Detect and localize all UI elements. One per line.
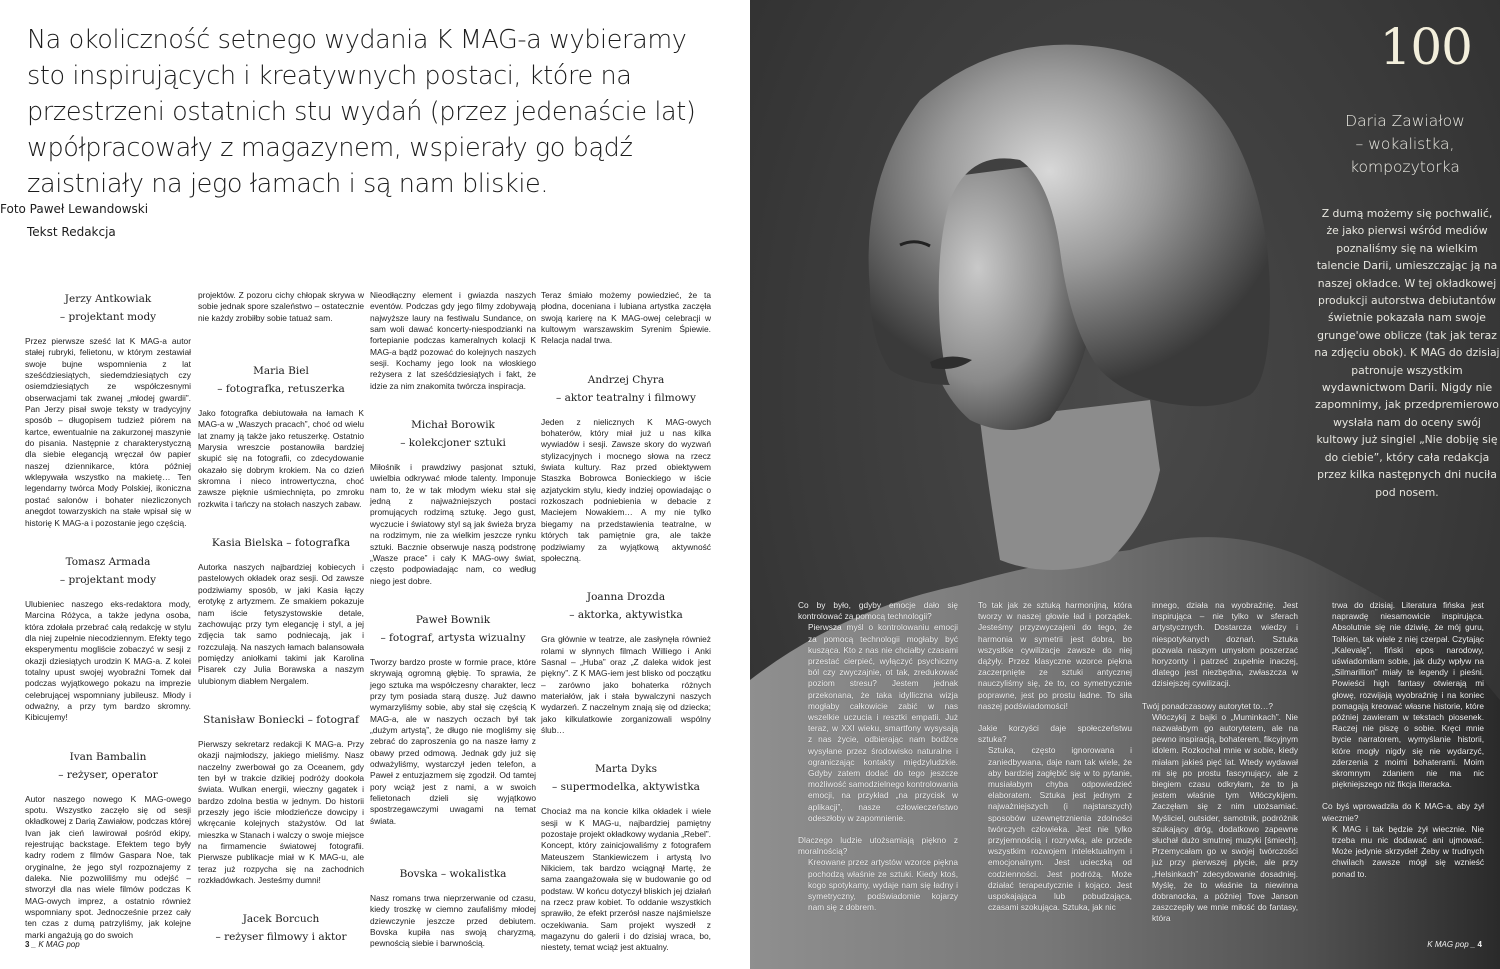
interview-question: Co by było, gdyby emocje dało się kontrolować za pomocą technologii? [798,600,958,622]
text-credit: Tekst Redakcja [27,225,116,239]
entry-text: Jako fotografka debiutowała na łamach K MAG-a w „Waszych pracach”, choć od wielu lat znamy ją także jako retuszerkę. Ostatnio Marysia wreszcie postanowiła bardziej skupić się na fotografii, co zdecydowanie okazało się dobrym krokiem. Na co dzień skromna i nieco introwertyczna, choć zawsze pięknie uśmiechnięta, po zmroku rozkwita i tańczy na stołach naszych zabaw. [198,408,364,509]
page-number: 4 [1477,940,1482,949]
interview-column-3 [1142,600,1298,936]
column-2 [198,290,364,956]
entry-text-continued: projektów. Z pozoru cichy chłopak skrywa w sobie jednak spore szaleństwo – ostatecznie nie każdy zrobiłby sobie tatuaż sam. [198,290,364,323]
entry-heading [370,416,536,452]
entry-heading [541,760,711,796]
interview-answer: Pierwsza myśl o kontrolowaniu emocji za pomocą technologii mogłaby być kusząca. Kto z nas nie chciałby czasami przestać cierpieć, wyłączyć psychiczny ból czy zwyczajnie, ot tak, zredukować poziom stresu? Jestem jednak przekonana, że taka idylliczna wizja mogłaby całkowicie zabić w nas wszelkie uczucia i resztki empatii. Już teraz, w XXI wieku, smartfony wysysają z nas życie, odbierając nam bodźce wysyłane przez środowisko naturalne i ograniczając kontakty międzyludzkie. Gdyby zatem dodać do tego jeszcze możliwość samodzielnego kontrolowania emocji, na przykład „na przycisk w aplikacji”, nasze człowieczeństwo odeszłoby w zapomnienie. [808,622,958,823]
entry-text: Ulubieniec naszego eks-redaktora mody, Marcina Różyca, a także jedyna osoba, która zdołała przebrać całą redakcję w stylu dla niej zupełnie niecodziennym. Efekty tego eksperymentu mogliście zobaczyć w sesji z okazji dziesiątych urodzin K MAG-a. Z kolei totalny upust swojej wyobraźni Tomek dał podczas wyjątkowego pokazu na imprezie celebrującej wspomniany jubileusz. Młody i odważny, a przy tym bardzo skromny. Kibicujemy! [25,598,191,723]
entry-text-continued: Teraz śmiało możemy powiedzieć, że ta płodna, doceniana i lubiana artystka zaczęła swoją karierę na K MAG-owej celebracji w kultowym warszawskim Syrenim Śpiewie. Relacja nadal trwa. [541,290,711,346]
interview-answer-continued: To tak jak ze sztuką harmonijną, która tworzy w naszej głowie ład i porządek. Jesteśmy przyzwyczajeni do tego, że harmonia w symetrii jest dobra, bo wszystkie cywilizacje zawsze do niej dążyły. Przez klasyczne wzorce piękna zaczerpnięte ze sztuki antycznej nauczyliśmy się, że to, co symetrycznie poprawne, jest po prostu ładne. To siła naszej podświadomości! [978,600,1132,711]
entry-name: Andrzej Chyra [587,373,665,386]
entry-role: – reżyser filmowy i aktor [215,931,347,944]
entry-name: Ivan Bambalin [69,750,147,763]
featured-intro-text: Z dumą możemy się pochwalić, że jako pierwsi wśród mediów poznaliśmy się na wielkim talencie Darii, umieszczając ją na naszej okładce. W tej okładkowej produkcji autorstwa debiutantów świetnie pokazała nam swoje grunge'owe oblicze (tak jak teraz na zdjęciu obok). K MAG do dzisiaj patronuje wszystkim wydawnictwom Darii. Nigdy nie zapomnimy, jak przedpremierowo wysłała nam do oceny swój kultowy już singiel „Nie dobiję się do ciebie”, który cała redakcja przez kilka następnych dni nuciła pod nosem. [1314,207,1500,499]
entry-role: – projektant mody [59,573,157,586]
interview-answer: Sztuka, często ignorowana i zaniedbywana, daje nam tak wiele, że aby bardziej zagłębić się w to pytanie, musiałabym chyba odpowiedzieć elaboratem. Sztuka jest jednym z najważniejszych (i najstarszych) sposobów uzewnętrznienia zdolności twórczych człowieka. Jest nie tylko przyjemnością i rozrywką, ale przede wszystkim rozwojem intelektualnym i emocjonalnym. Jest ucieczką od codzienności. Jest podróżą. Może działać terapeutycznie i kojąco. Jest uspokajająca lub pobudzająca, czasami szokująca. Sztuka, jak nic [988,745,1132,913]
entry-text: Przez pierwsze sześć lat K MAG-a autor stałej rubryki, felietonu, w którym zestawiał swoje bujne wspomnienia z lat sześćdziesiątych, siedemdziesiątych czy osiemdziesiątych ze współczesnymi obserwacjami tak zwanej „młodej gwardii”. Pan Jerzy pisał swoje teksty w tradycyjny sposób – długopisem tudzież piórem na kartce, ewentualnie na zakurzonej maszynie do pisania. Następnie z charakterystyczną dla siebie elegancją wręczał ów papier naszej dziennikarce, która później wklepywała wszystko na makietę… Ten legendarny twórca Mody Polskiej, ikoniczna postać salonów i bohater niezliczonych anegdot towarzyskich na stałe wpisał się w historię K MAG-a i pozostanie jego częścią. [25,336,191,528]
entry-role: – aktorka, aktywistka [569,609,683,622]
interview-answer: K MAG i tak będzie żył wiecznie. Nie trzeba mu nic dodawać ani ujmować. Może jedynie skrzydeł! Żeby w trudnych chwilach zawsze mógł się wznieść ponad to. [1332,823,1484,879]
featured-role-line-2: kompozytorka [1350,158,1460,176]
page-folio-left [25,940,80,949]
featured-person-heading [1310,110,1500,179]
column-1 [25,290,191,941]
entry-text: Jeden z nielicznych K MAG-owych bohaterów, który miał już u nas kilka wywiadów i sesji. Zawsze skory do wyzwań stylizacyjnych i mocnego słowa na rzecz świata kultury. Raz przed obiektywem Staszka Bobrowca Bonieckiego w iście azjatyckim stylu, kiedy indziej opowiadając o rozkoszach podniebienia w debacie z Maciejem Nowakiem… A my nie tylko biegamy na przedstawienia teatralne, w których tak pamiętnie gra, ale także podziwiamy za wyjątkową aktywność społeczną. [541,416,711,563]
entry-name: Joanna Drozda [586,591,666,604]
entry-heading [25,553,191,589]
entry-name: Tomasz Armada [65,555,151,568]
interview-column-2 [978,600,1132,924]
interview-answer: Kreowane przez artystów wzorce piękna pochodzą właśnie ze sztuki. Kiedy ktoś, kogo spotykamy, wydaje nam się ładny i symetryczny, podświadomie kojarzy nam się z dobrem. [808,857,958,913]
entry-text: Nieodłączny element i gwiazda naszych eventów. Podczas gdy jego filmy zdobywają najwyższe laury na festiwalu Sundance, on sam woli dawać koncerty-niespodzianki na fortepianie podczas kameralnych kolacji K MAG-a bądź pozować do kolejnych naszych sesji. Kochamy jego look na włoskiego reżysera z lat sześćdziesiątych i fakt, że idzie za nim znakomita twórcza inspiracja. [370,290,536,391]
photo-credit: Foto Paweł Lewandowski [0,202,149,216]
interview-answer-continued: innego, działa na wyobraźnię. Jest inspirująca – nie tylko w sferach artystycznych. Dostarcza wiedzy i niespotykanych doznań. Sztuka pozwala naszym umysłom poszerzać horyzonty i patrzeć zupełnie inaczej, dlatego jest niezbędna, zwłaszcza w dzisiejszej cywilizacji. [1152,600,1298,689]
entry-role: – supermodelka, aktywistka [552,781,700,794]
entry-text: Autorka naszych najbardziej kobiecych i pastelowych okładek oraz sesji. Od zawsze podziwiamy sposób, w jaki Kasia łączy erotykę z artyzmem. Ze smakiem pokazuje nam iście fetyszystowskie detale, zachowując przy tym elegancję i styl, a jej zdjęcia tak samo podniecają, jak i rozczulają. Na naszych łamach balansowała pomiędzy aniołkami takimi jak Karolina Pisarek czy Julia Borawska a naszym ulubionym diabłem Nergalem. [198,562,364,686]
entry-name: Marta Dyks [595,763,657,776]
column-3 [370,290,536,950]
entry-text: Miłośnik i prawdziwy pasjonat sztuki, uwielbia odkrywać młode talenty. Imponuje nam to, że w tak młodym wieku stał się jedną z najważniejszych postaci promujących rodzimą sztukę. Jego gust, wyczucie i światowy styl są jak świeża bryza na rodzimym, nie za wielkim jeszcze rynku sztuki. Bacznie obserwuje naszą podstronę „Wasze prace” i cały K MAG-owy świat, często podpowiadając nam, co według niego jest dobre. [370,462,536,586]
interview-column-1 [798,600,958,924]
entry-heading [198,910,364,946]
entry-role: – reżyser, operator [58,768,158,781]
entry-text: Nasz romans trwa nieprzerwanie od czasu, kiedy troszkę w ciemno zaufaliśmy młodej dziewczynie jeszcze przed debiutem. Bovska kupiła nas swoją charyzmą, pewnością siebie i barwnością. [370,893,536,949]
entry-heading [370,865,536,883]
entry-role: – projektant mody [59,311,157,323]
folio-label: K MAG pop _ [1427,940,1478,949]
page-number: 3 [25,940,30,949]
entry-heading [25,290,191,326]
entry-text: Tworzy bardzo proste w formie prace, które skrywają ogromną głębię. To sprawia, że jego sztuka ma współczesny charakter, lecz przy tym posiada starą duszę. Już dawno wymarzyliśmy sobie, aby stał się częścią K MAG-a, ale w naszych oczach był tak „dużym artystą”, że długo nie mogliśmy się zebrać do zaproszenia go na nasze łamy z obawy przed odmową. Jednak gdy już się odważyliśmy, wystarczył jeden telefon, a Paweł z entuzjazmem się zgodził. Od tamtej pory wciąż jest z nami, a w swoich felietonach dzieli się wyjątkowo spostrzegawczymi uwagami na temat świata. [370,656,536,826]
entry-role: – fotograf, artysta wizualny [380,631,526,644]
entry-name: Michał Borowik [411,419,495,432]
entry-heading [198,534,364,552]
featured-role-line-1: – wokalistka, [1355,135,1455,153]
entry-name: Jacek Borcuch [242,913,320,926]
entry-role: – aktor teatralny i filmowy [556,391,696,404]
entry-heading [541,588,711,624]
entry-text: Gra głównie w teatrze, ale zasłynęła również rolami w słynnych filmach Williego i Anki Sasnal – „Huba” oraz „Z daleka widok jest piękny”. Z K MAG-iem jest blisko od początku – zarówno jako bohaterka różnych materiałów, jak i stała bywalczyni naszych wydarzeń. Z naczelnym znają się od dziecka; jako kilkulatkowie zorganizowali wspólny ślub… [541,634,711,735]
entry-name: Kasia Bielska – fotografka [211,537,351,550]
entry-role: – fotografka, retuszerka [217,383,345,396]
interview-column-4 [1322,600,1484,891]
entry-name: Paweł Bownik [415,613,491,626]
right-page [750,0,1500,969]
interview-question: Dlaczego ludzie utożsamiają piękno z moralnością? [798,835,958,857]
interview-answer: Włóczykij z bajki o „Muminkach”. Nie nazwałabym go autorytetem, ale na pewno inspiracją, bohaterem, fikcyjnym idolem. Rozkochał mnie w sobie, kiedy miałam jakieś pięć lat. Wtedy wydawał mi się po prostu fascynujący, ale z biegiem czasu odkryłam, że to ja jestem właśnie tym Włóczykijem. Zaczęłam się z nim utożsamiać. Myśliciel, outsider, samotnik, podróżnik szukający dróg, dodatkowo zapewne słuchał dużo smutnej muzyki [śmiech]. Przemycałam go w swojej twórczości już przy pierwszej płycie, ale przy „Helsinkach” zdecydowanie dosadniej. Myślę, że to właśnie ta niewinna dobranocka, a później Tove Janson zaszczepiły we mnie miłość do fantasy, która [1152,711,1298,924]
page-folio-right [1427,940,1482,949]
issue-number-100: 100 [1379,18,1472,76]
entry-name: Jerzy Antkowiak [64,293,152,305]
column-4 [541,290,711,954]
entry-text: Autor naszego nowego K MAG-owego spotu. Wszystko zaczęło się od sesji okładkowej z Darią Zawiałow, podczas której Ivan jak cień lawirował pośród ekipy, rejestrując backstage. Efektem tego były kadry rodem z filmów Gaspara Noe, tak oryginalne, że jego styl rozpoznajemy z daleka. Nie pozwoliliśmy mu odejść – stworzył dla nas wiele filmów podczas K MAG-owych imprez, a ostatnio również wspomniany spot. Jednocześnie przez cały ten czas z dumą patrzyliśmy, jak kolejne marki angażują go do swoich [25,793,191,940]
interview-answer-continued: trwa do dzisiaj. Literatura fińska jest naprawdę niesamowicie inspirująca. Absolutnie się nie dziwię, że mój guru, Tolkien, tak wiele z niej czerpał. Czytając „Kalevalę”, fiński epos narodowy, uświadomiłam sobie, jak duży wpływ na „Silmarillion” miały te legendy i pieśni. Powieści high fantasy otwierają mi głowę, rozwijają wyobraźnię i na koniec pomagają kreować własne historie, które później zawieram w tekstach piosenek. Raczej nie piszę o sobie. Kręci mnie bycie narratorem, wymyślanie historii, które mogły nigdy się nie wydarzyć, zderzenia z moimi bohaterami. Moim skromnym zdaniem nie ma nic piękniejszego niż fikcja literacka. [1332,600,1484,790]
interview-question: Twój ponadczasowy autorytet to…? [1142,700,1273,711]
entry-name: Maria Biel [253,365,309,378]
entry-heading [370,611,536,647]
entry-heading [541,371,711,407]
interview-question: Co byś wprowadziła do K MAG-a, aby żył wiecznie? [1322,801,1484,823]
interview-question: Jakie korzyści daje społeczeństwu sztuka? [978,723,1132,745]
entry-heading [198,711,364,729]
entry-name: Stanisław Boniecki – fotograf [203,713,359,726]
entry-heading [198,362,364,398]
featured-name: Daria Zawiałow [1345,112,1465,130]
entry-text: Chociaż ma na koncie kilka okładek i wiele sesji w K MAG-u, najbardziej pamiętny pozostaje projekt okładkowy wydania „Rebel”. Koncept, który zainicjowaliśmy z fotografem Mateuszem Stankiewiczem i artystą Ivo Nikiciem, tak bardzo wciągnął Martę, że sama zaangażowała się w budowanie go od podstaw. W końcu dotyczył bliskich jej działań na rzecz praw kobiet. To oddanie wszystkich sprawiło, że efekt przerósł nasze najśmielsze oczekiwania. Sam projekt wyszedł z magazynu do galerii i do dzisiaj wraca, bo, niestety, temat wciąż jest aktualny. [541,806,711,953]
entry-heading [25,748,191,784]
entry-text: Pierwszy sekretarz redakcji K MAG-a. Przy okazji najmłodszy, jakiego mieliśmy. Nasz naczelny zwerbował go za Oceanem, gdy ten był w trakcie dzikiej podróży dookoła świata. Wulkan energii, wieczny gagatek i bardzo zdolna bestia w jednym. Do historii przeszły jego iście młodzieńcze dowcipy i wkręcanie kolejnych stażystów. Od lat mieszka w Stanach i walczy o swoje miejsce na firmamencie światowej fotografii. Pierwsze publikacje miał w K MAG-u, ale teraz już rozpycha się na zachodnich rozkładówkach. Jesteśmy dumni! [198,738,364,886]
folio-label: _ K MAG pop [29,940,80,949]
entry-name: Bovska – wokalistka [399,868,507,881]
entry-role: – kolekcjoner sztuki [400,437,506,450]
lead-paragraph: Na okoliczność setnego wydania K MAG-a wybieramy sto inspirujących i kreatywnych postaci, które na przestrzeni ostatnich stu wydań (przez jedenaście lat) wpółpracowały z magazynem, wspierały go bądź zaistniały na jego łamach i są nam bliskie. [27,25,696,199]
